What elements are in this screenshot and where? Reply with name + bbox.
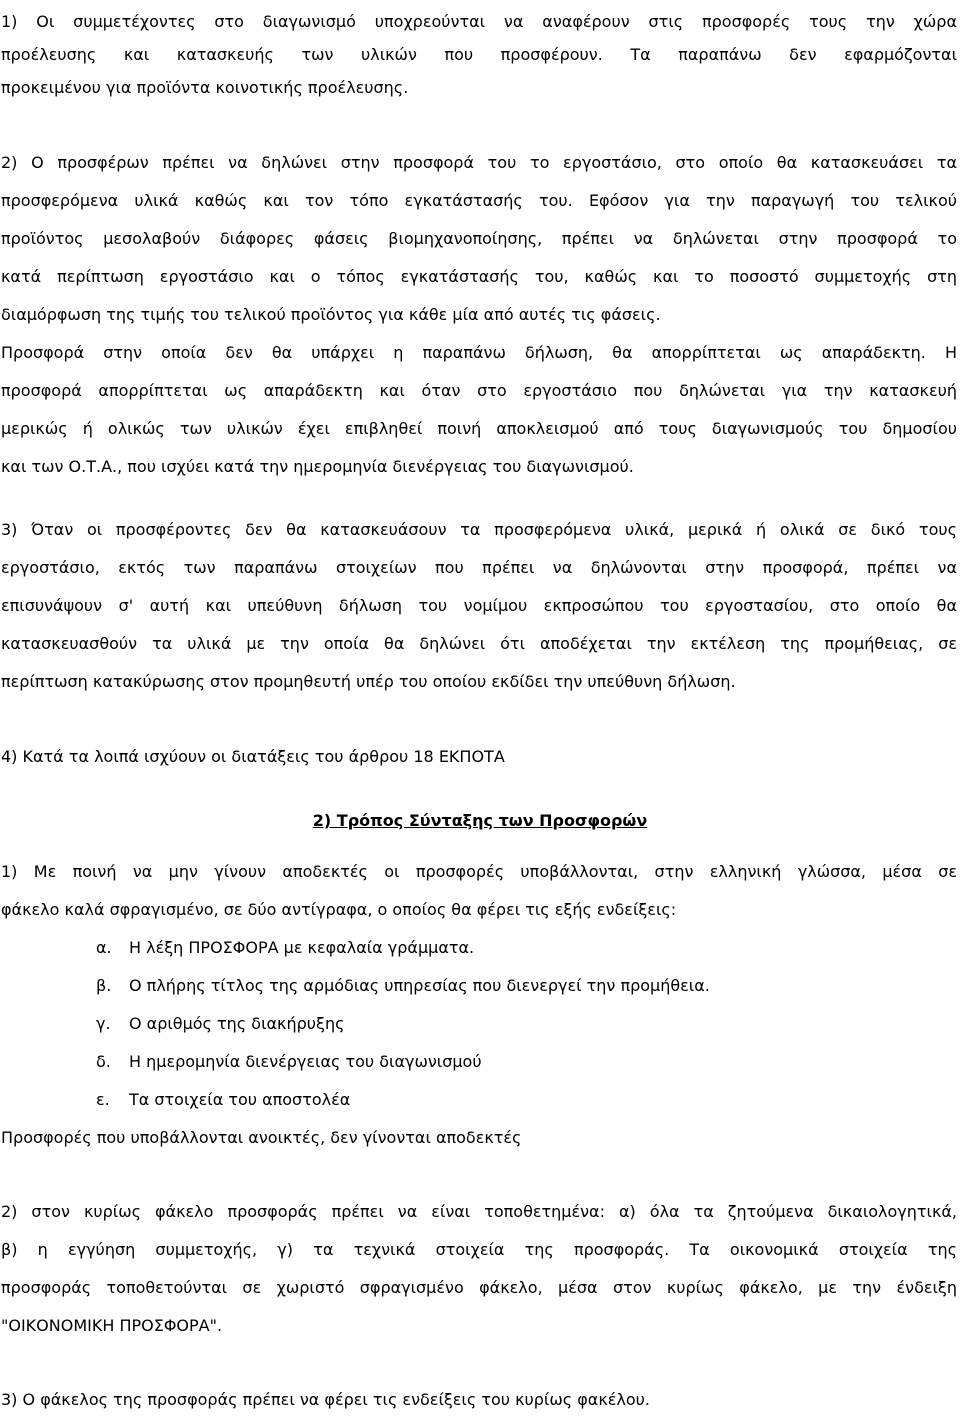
list-marker: β. — [96, 976, 112, 995]
list-item-text: Ο πλήρης τίτλος της αρμόδιας υπηρεσίας που διενεργεί την προμήθεια. — [129, 976, 710, 995]
paragraph-line: προκειμένου για προϊόντα κοινοτικής προέλευσης. — [1, 78, 409, 97]
paragraph-line: 2) στον κυρίως φάκελο προσφοράς πρέπει να είναι τοποθετημένα: α) όλα τα ζητούμενα δικαιολογητικά, — [1, 1202, 957, 1221]
paragraph-line: και των Ο.Τ.Α., που ισχύει κατά την ημερομηνία διενέργειας του διαγωνισμού. — [1, 457, 634, 476]
list-item-text: Ο αριθμός της διακήρυξης — [129, 1014, 345, 1033]
paragraph-line: Προσφορά στην οποία δεν θα υπάρχει η παραπάνω δήλωση, θα απορρίπτεται ως απαράδεκτη. Η — [1, 343, 957, 362]
paragraph-line: εργοστάσιο, εκτός των παραπάνω στοιχείων που πρέπει να δηλώνονται στην προσφορά, πρέπει να — [1, 558, 957, 577]
paragraph-line: μερικώς ή ολικώς των υλικών έχει επιβληθεί ποινή αποκλεισμού από τους διαγωνισμούς του δημοσίου — [1, 419, 957, 438]
list-item-text: Τα στοιχεία του αποστολέα — [129, 1090, 351, 1109]
paragraph-line: διαμόρφωση της τιμής του τελικού προϊόντος για κάθε μία από αυτές τις φάσεις. — [1, 305, 661, 324]
paragraph-line: επισυνάψουν σ' αυτή και υπεύθυνη δήλωση του νομίμου εκπροσώπου του εργοστασίου, στο οποίο θα — [1, 596, 957, 615]
note-line: Προσφορές που υποβάλλονται ανοικτές, δεν γίνονται αποδεκτές — [1, 1128, 522, 1147]
list-marker: ε. — [96, 1090, 110, 1109]
paragraph-line: φάκελο καλά σφραγισμένο, σε δύο αντίγραφα, ο οποίος θα φέρει τις εξής ενδείξεις: — [1, 900, 677, 919]
paragraph-line: κατασκευασθούν τα υλικά με την οποία θα δηλώνει ότι αποδέχεται την εκτέλεση της προμήθειας, σε — [1, 634, 957, 653]
list-item-text: Η λέξη ΠΡΟΣΦΟΡΑ με κεφαλαία γράμματα. — [129, 938, 475, 957]
paragraph-line: προσφερόμενα υλικά καθώς και τον τόπο εγκατάστασής του. Εφόσον για την παραγωγή του τελικού — [1, 191, 957, 210]
list-marker: γ. — [96, 1014, 111, 1033]
paragraph-line: περίπτωση κατακύρωσης στον προμηθευτή υπέρ του οποίου εκδίδει την υπεύθυνη δήλωση. — [1, 672, 736, 691]
paragraph-item-3: 3) Ο φάκελος της προσφοράς πρέπει να φέρει τις ενδείξεις του κυρίως φακέλου. — [1, 1390, 650, 1409]
paragraph-line: κατά περίπτωση εργοστάσιο και ο τόπος εγκατάστασής του, καθώς και το ποσοστό συμμετοχής στη — [1, 267, 957, 286]
paragraph-line: προσφορά απορρίπτεται ως απαράδεκτη και όταν στο εργοστάσιο που δηλώνεται για την κατασκευή — [1, 381, 957, 400]
list-marker: α. — [96, 938, 112, 957]
paragraph-line: προσφοράς τοποθετούνται σε χωριστό σφραγισμένο φάκελο, μέσα στον κυρίως φάκελο, με την ένδειξη — [1, 1278, 957, 1297]
paragraph-line: β) η εγγύηση συμμετοχής, γ) τα τεχνικά στοιχεία της προσφοράς. Τα οικονομικά στοιχεία της — [1, 1240, 957, 1259]
paragraph-line: 3) Όταν οι προσφέροντες δεν θα κατασκευάσουν τα προσφερόμενα υλικά, μερικά ή ολικά σε δικό τους — [1, 520, 957, 539]
section-heading: 2) Τρόπος Σύνταξης των Προσφορών — [312, 811, 648, 830]
paragraph-line: 1) Με ποινή να μην γίνουν αποδεκτές οι προσφορές υποβάλλονται, στην ελληνική γλώσσα, μέσα σε — [1, 862, 957, 881]
paragraph-item-4: 4) Κατά τα λοιπά ισχύουν οι διατάξεις του άρθρου 18 ΕΚΠΟΤΑ — [1, 747, 505, 766]
paragraph-line: 2) Ο προσφέρων πρέπει να δηλώνει στην προσφορά του το εργοστάσιο, στο οποίο θα κατασκευάσει τα — [1, 153, 957, 172]
paragraph-line: προϊόντος μεσολαβούν διάφορες φάσεις βιομηχανοποίησης, πρέπει να δηλώνεται στην προσφορά το — [1, 229, 957, 248]
list-item-text: Η ημερομηνία διενέργειας του διαγωνισμού — [129, 1052, 482, 1071]
list-marker: δ. — [96, 1052, 111, 1071]
paragraph-line: "ΟΙΚΟΝΟΜΙΚΗ ΠΡΟΣΦΟΡΑ". — [1, 1316, 223, 1335]
paragraph-line: 1) Οι συμμετέχοντες στο διαγωνισμό υποχρεούνται να αναφέρουν στις προσφορές τους την χώρα — [1, 12, 957, 31]
paragraph-line: προέλευσης και κατασκευής των υλικών που προσφέρουν. Τα παραπάνω δεν εφαρμόζονται — [1, 45, 957, 64]
